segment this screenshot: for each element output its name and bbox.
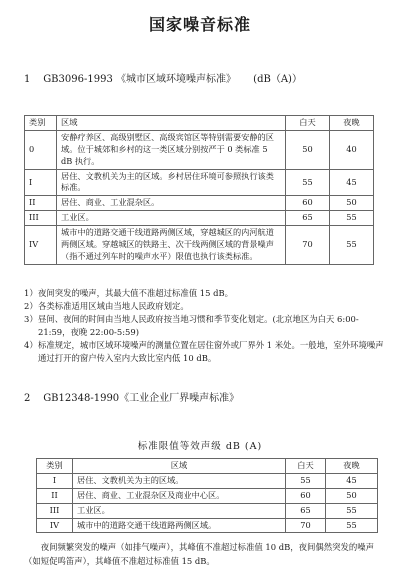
header-night: 夜晚: [330, 116, 374, 131]
note-number: 1）: [24, 288, 38, 298]
row-area: 工业区。: [57, 211, 286, 226]
footer-paragraph: 夜间频繁突发的噪声（如排气噪声），其峰值不准超过标准值 10 dB，夜间偶然突发的噪声（如短促鸣笛声），其峰值不准超过标准值 15 dB。: [24, 542, 374, 566]
table-row: [37, 473, 378, 488]
row-day-value: 65: [286, 503, 326, 518]
table-row: [25, 169, 374, 196]
note-item: [24, 287, 384, 300]
row-category: III: [25, 211, 57, 226]
header-day: 白天: [286, 116, 330, 131]
section-1-heading-text: GB3096-1993 《城市区域环境噪声标准》: [43, 74, 236, 85]
row-day-value: 65: [286, 211, 330, 226]
header-area: 区域: [73, 459, 286, 474]
table-header-row: [25, 116, 374, 131]
note-item: [24, 339, 384, 365]
section-1-heading: [24, 70, 302, 85]
row-day-value: 70: [286, 226, 330, 265]
section-2-heading: [24, 389, 239, 404]
row-category: I: [25, 169, 57, 196]
note-text: 各类标准适用区域由当地人民政府划定。: [38, 301, 189, 311]
row-area: 居住、文教机关为主的区域。: [73, 473, 286, 488]
row-category: IV: [25, 226, 57, 265]
row-night-value: 55: [326, 518, 378, 533]
note-item: [24, 300, 384, 313]
row-night-value: 40: [330, 130, 374, 169]
page-title: 国家噪音标准: [148, 15, 251, 34]
table-2-title: 标准限值等效声级 dB (A): [137, 441, 263, 452]
header-category: 类别: [25, 116, 57, 131]
table-row: [37, 488, 378, 503]
row-category: IV: [37, 518, 73, 533]
note-text: 昼间、夜间的时间由当地人民政府按当地习惯和季节变化划定。(北京地区为白天 6:00-21:59，夜晚 22:00-5:59): [38, 314, 359, 337]
note-item: [24, 313, 384, 339]
noise-standard-table-2: [36, 458, 378, 533]
row-area: 工业区。: [73, 503, 286, 518]
note-text: 标准规定，城市区域环境噪声的测量位置在居住窗外或厂界外 1 米处。一般地，室外环境噪声通过打开的窗户传入室内大致比室内低 10 dB。: [38, 340, 384, 363]
row-area: 居住、文教机关为主的区域。乡村居住环境可参照执行该类标准。: [57, 169, 286, 196]
table-header-row: [37, 459, 378, 474]
row-day-value: 55: [286, 169, 330, 196]
section-2-heading-text: GB12348-1990《工业企业厂界噪声标准》: [43, 393, 240, 404]
row-category: III: [37, 503, 73, 518]
header-category: 类别: [37, 459, 73, 474]
row-night-value: 50: [326, 488, 378, 503]
section-2-number: 2: [24, 393, 31, 404]
row-day-value: 55: [286, 473, 326, 488]
row-night-value: 45: [326, 473, 378, 488]
row-day-value: 60: [286, 196, 330, 211]
row-area: 城市中的道路交通干线道路两侧区域，穿越城区的内河航道两侧区域。穿越城区的铁路主、次干线两侧区域的背景噪声（指不通过列车时的噪声水平）限值也执行该类标准。: [57, 226, 286, 265]
header-day: 白天: [286, 459, 326, 474]
section-1-number: 1: [24, 74, 31, 85]
row-day-value: 70: [286, 518, 326, 533]
note-number: 3）: [24, 314, 38, 324]
header-area: 区域: [57, 116, 286, 131]
row-category: 0: [25, 130, 57, 169]
note-text: 夜间突发的噪声，其最大值不准超过标准值 15 dB。: [38, 288, 233, 298]
noise-standard-table-1: [24, 115, 374, 265]
row-area: 居住、商业、工业混杂区及商业中心区。: [73, 488, 286, 503]
section-1-unit: (dB（A)）: [253, 74, 302, 85]
row-night-value: 45: [330, 169, 374, 196]
row-category: II: [25, 196, 57, 211]
notes-list: [24, 287, 384, 365]
row-night-value: 55: [330, 226, 374, 265]
row-night-value: 55: [330, 211, 374, 226]
table-row: [25, 130, 374, 169]
row-night-value: 55: [326, 503, 378, 518]
note-number: 2）: [24, 301, 38, 311]
table-row: [25, 211, 374, 226]
row-day-value: 50: [286, 130, 330, 169]
row-category: II: [37, 488, 73, 503]
note-number: 4）: [24, 340, 38, 350]
row-area: 安静疗养区、高级别墅区、高级宾馆区等特别需要安静的区域。位于城郊和乡村的这一类区域分别按严于 0 类标准 5 dB 执行。: [57, 130, 286, 169]
table-row: [25, 226, 374, 265]
table-row: [37, 503, 378, 518]
row-area: 居住、商业、工业混杂区。: [57, 196, 286, 211]
header-night: 夜晚: [326, 459, 378, 474]
row-area: 城市中的道路交通干线道路两侧区域。: [73, 518, 286, 533]
row-night-value: 50: [330, 196, 374, 211]
table-row: [25, 196, 374, 211]
row-day-value: 60: [286, 488, 326, 503]
row-category: I: [37, 473, 73, 488]
table-row: [37, 518, 378, 533]
